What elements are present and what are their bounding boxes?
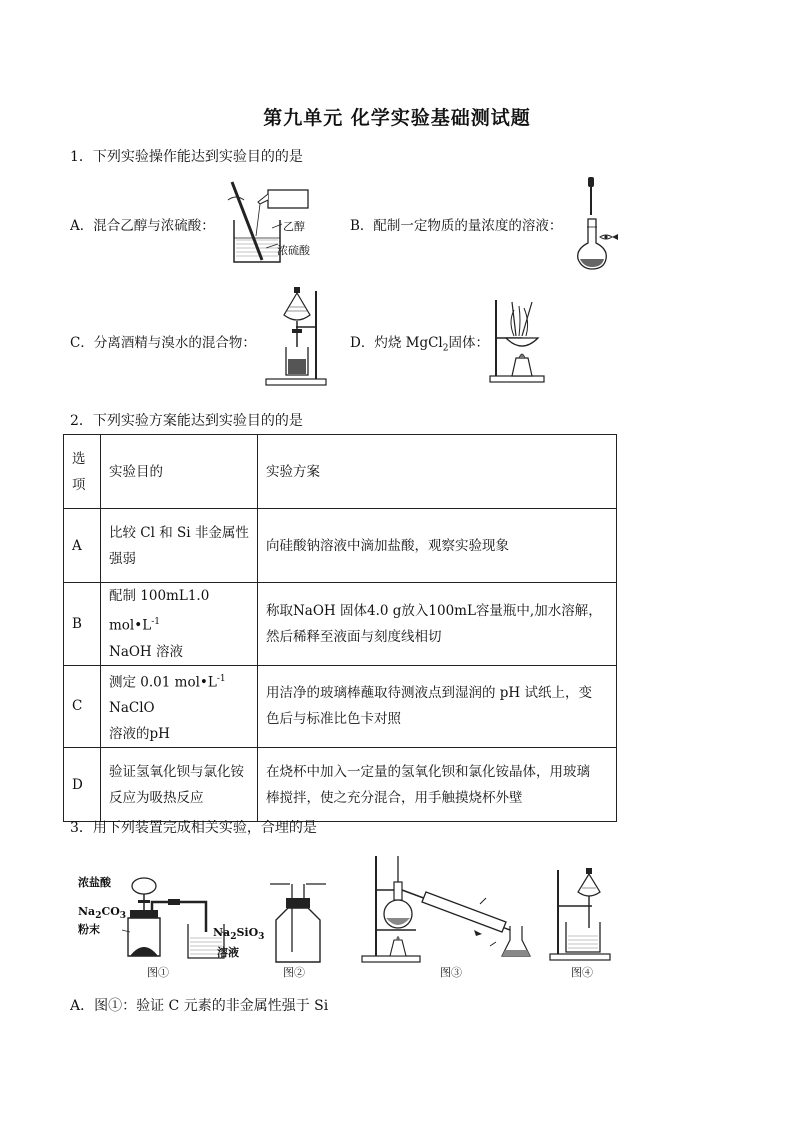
row-d-plan-line1: 在烧杯中加入一定量的氢氧化钡和氯化铵晶体，用玻璃 — [266, 763, 590, 780]
row-c-goal — [101, 665, 258, 748]
q1-d-sub: 2 — [442, 343, 449, 354]
table-row — [64, 583, 617, 666]
row-a-option: A — [64, 509, 101, 583]
fig1-na2sio3-b: 2 — [230, 932, 237, 943]
row-c-goal-sup: -1 — [216, 673, 226, 684]
header-option-line2: 项 — [72, 476, 86, 493]
fig1-label-na2sio3 — [213, 926, 264, 942]
row-b-goal-line1 — [109, 583, 249, 639]
row-a-plan-line1: 向硅酸钠溶液中滴加盐酸，观察实验现象 — [266, 537, 509, 554]
q3-figure-3-distillation — [360, 852, 540, 964]
row-d-plan-line2: 棒搅拌，使之充分混合，用手触摸烧杯外壁 — [266, 789, 523, 806]
q1-d-text-post: 固体： — [448, 335, 489, 351]
row-b-plan — [258, 583, 617, 666]
fig1-na2co3-c: CO — [101, 905, 120, 918]
q1-figure-c-separatory-funnel — [262, 285, 332, 388]
row-c-goal-post: NaClO — [109, 700, 155, 716]
q1-option-d — [350, 331, 489, 354]
row-a-goal — [101, 509, 258, 583]
page-title: 第九单元 化学实验基础测试题 — [263, 107, 531, 129]
row-b-goal-sup: -1 — [151, 617, 160, 627]
q2-table — [63, 434, 617, 822]
row-d-option: D — [64, 748, 101, 822]
row-b-plan-line1: 称取NaOH 固体4.0 g放入100mL容量瓶中,加水溶解， — [266, 602, 602, 619]
row-c-plan-line2: 色后与标准比色卡对照 — [266, 711, 401, 728]
table-row — [64, 509, 617, 583]
fig1-label-powder: 粉末 — [78, 923, 100, 936]
row-c-plan — [258, 665, 617, 748]
q3-figure-4-funnel-beaker — [548, 866, 616, 964]
table-header-row — [64, 435, 617, 509]
table-row — [64, 665, 617, 748]
table-row — [64, 748, 617, 822]
row-c-goal-text: 测定 0.01 mol•L — [109, 674, 217, 690]
q3-figure-2-gas-bottle — [268, 880, 328, 964]
row-d-goal — [101, 748, 258, 822]
fig1-label-hcl: 浓盐酸 — [78, 876, 111, 889]
fig1-na2co3-b: 2 — [95, 911, 102, 922]
header-option — [64, 435, 101, 509]
row-a-goal-line2: 强弱 — [109, 550, 136, 567]
row-d-goal-line1: 验证氢氧化钡与氯化铵 — [109, 763, 244, 780]
row-d-plan — [258, 748, 617, 822]
fig1-label-solution: 溶液 — [217, 946, 239, 959]
row-b-plan-line2: 然后稀释至液面与刻度线相切 — [266, 628, 442, 645]
row-c-goal-line1 — [109, 666, 249, 722]
fig2-caption: 图② — [283, 966, 305, 979]
header-option-line1: 选 — [72, 450, 86, 467]
row-b-goal — [101, 583, 258, 666]
question-2-stem: 2．下列实验方案能达到实验目的的是 — [70, 413, 303, 429]
fig1-na2sio3-d: 3 — [258, 932, 265, 943]
row-b-goal-line2: NaOH 溶液 — [109, 643, 183, 660]
row-c-plan-line1: 用洁净的玻璃棒蘸取待测液点到湿润的 pH 试纸上，变 — [266, 685, 592, 702]
row-b-option: B — [64, 583, 101, 666]
header-plan: 实验方案 — [258, 435, 617, 509]
fig1-na2sio3-a: Na — [213, 926, 231, 939]
header-goal: 实验目的 — [101, 435, 258, 509]
row-c-goal-line2: 溶液的pH — [109, 726, 170, 742]
q1-option-b: B．配制一定物质的量浓度的溶液： — [350, 218, 563, 234]
question-3-stem: 3．用下列装置完成相关实验，合理的是 — [70, 820, 317, 836]
fig3-caption: 图③ — [440, 966, 462, 979]
question-1-stem: 1．下列实验操作能达到实验目的的是 — [70, 149, 303, 165]
fig1-na2co3-a: Na — [78, 905, 96, 918]
fig1-na2sio3-c: SiO — [236, 926, 259, 939]
fig1-caption: 图① — [147, 966, 169, 979]
q3-option-a: A．图①：验证 C 元素的非金属性强于 Si — [70, 998, 329, 1014]
q1-figure-b-volumetric-flask — [574, 175, 624, 273]
q1-d-text: D．灼烧 MgCl — [350, 335, 443, 351]
row-b-goal-text: 配制 100mL1.0 mol•L — [109, 588, 210, 634]
q1-option-a: A．混合乙醇与浓硫酸： — [70, 218, 215, 234]
q1-a-label-sulfuric-acid: 浓硫酸 — [277, 244, 310, 257]
q1-figure-d-crucible-heating — [486, 296, 548, 384]
fig1-na2co3-d: 3 — [119, 911, 127, 922]
q1-option-c: C．分离酒精与溴水的混合物： — [70, 335, 256, 351]
fig4-caption: 图④ — [571, 966, 593, 979]
q1-a-label-ethanol: 乙醇 — [283, 220, 305, 233]
row-c-option: C — [64, 665, 101, 748]
row-d-goal-line2: 反应为吸热反应 — [109, 789, 204, 806]
row-a-plan — [258, 509, 617, 583]
fig1-label-na2co3 — [78, 905, 126, 921]
row-a-goal-line1: 比较 Cl 和 Si 非金属性 — [109, 524, 249, 541]
